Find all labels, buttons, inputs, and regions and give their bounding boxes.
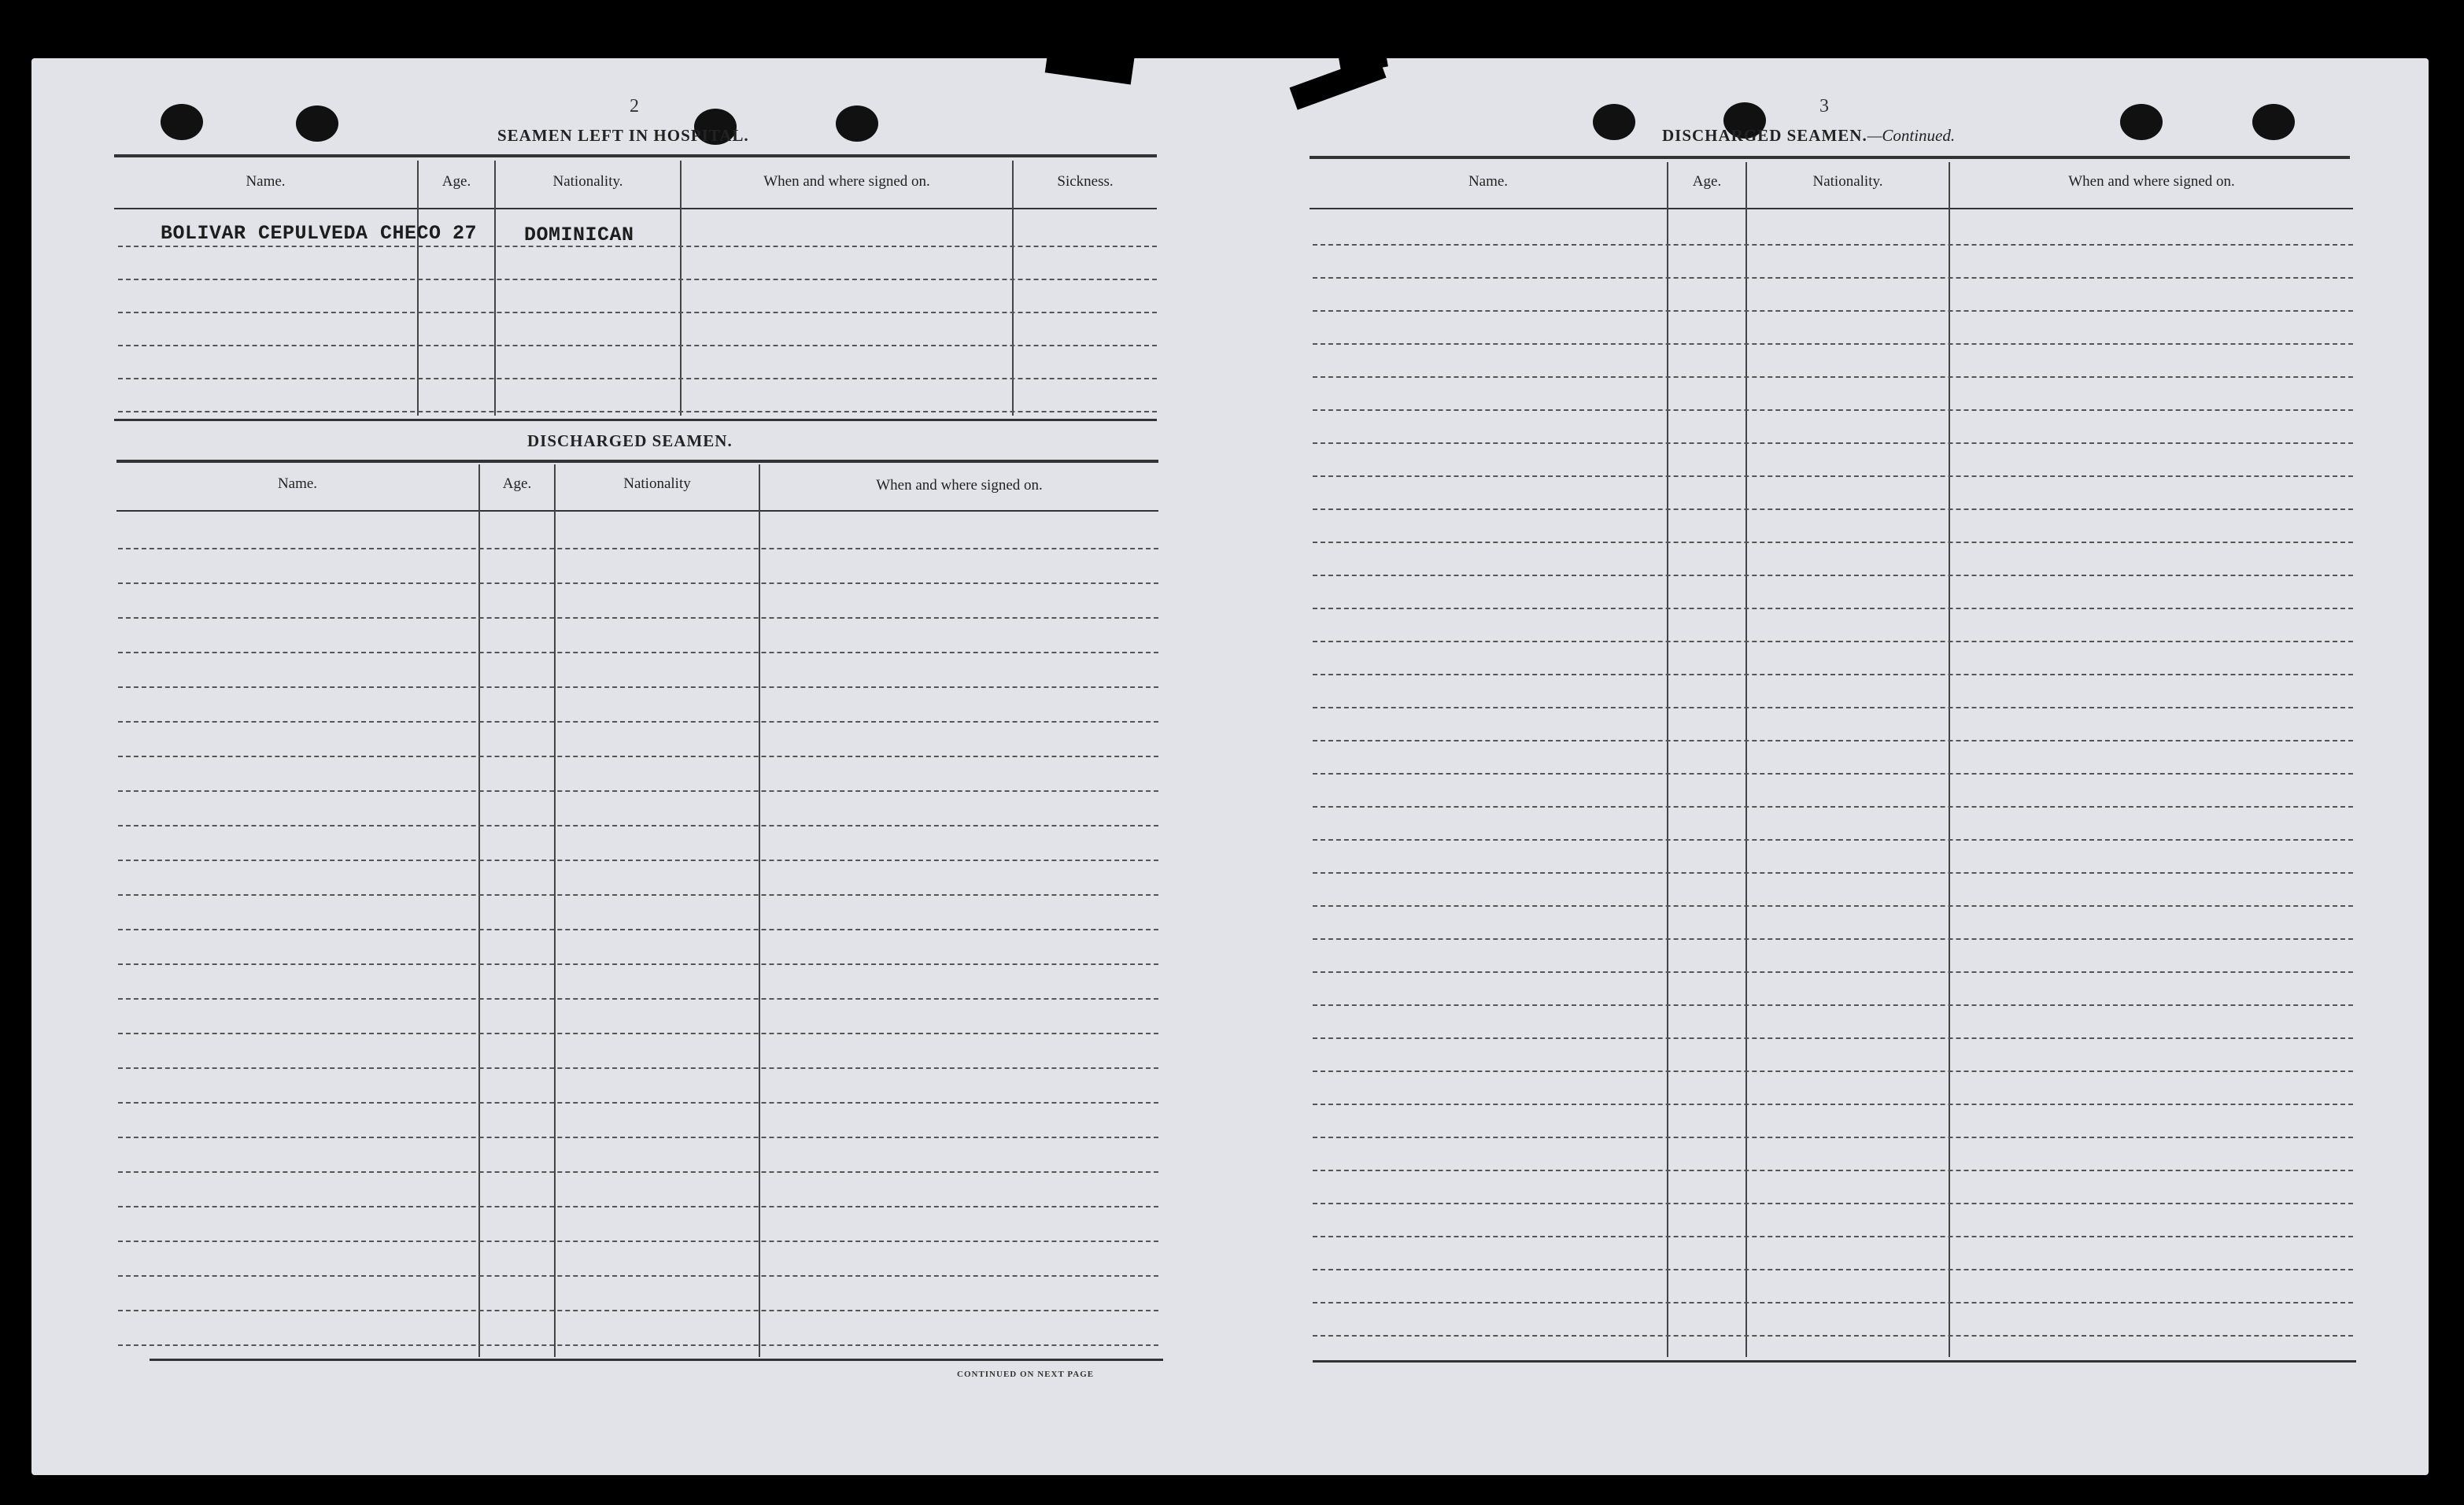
row-line <box>1313 773 2353 775</box>
column-divider <box>759 464 760 1357</box>
row-line <box>1313 244 2353 246</box>
row-line <box>118 1102 1158 1104</box>
row-line <box>118 686 1158 688</box>
col-age: Age. <box>1692 173 1722 190</box>
row-line <box>1313 1037 2353 1039</box>
col-nationality: Nationality. <box>1812 173 1883 190</box>
punch-hole <box>2252 104 2295 140</box>
row-line <box>118 1171 1158 1173</box>
row-line <box>1313 409 2353 411</box>
row-line <box>118 721 1158 723</box>
row-line <box>1313 971 2353 973</box>
row-line <box>118 963 1158 965</box>
col-age: Age. <box>441 173 471 190</box>
row-line <box>118 1206 1158 1207</box>
row-line <box>118 1310 1158 1311</box>
torn-edge <box>1335 28 1388 75</box>
row-line <box>118 1067 1158 1069</box>
row-line <box>118 548 1158 549</box>
row-line <box>1313 1269 2353 1270</box>
row-line <box>118 582 1158 584</box>
row-line <box>1313 905 2353 907</box>
row-line <box>118 790 1158 792</box>
column-divider <box>1667 162 1668 1357</box>
row-line <box>1313 1335 2353 1337</box>
punch-hole <box>161 104 203 140</box>
row-line <box>118 345 1157 346</box>
discharged-continued-title <box>1662 126 1955 146</box>
row-line <box>118 894 1158 896</box>
row-line <box>1313 872 2353 874</box>
section-rule <box>116 460 1158 463</box>
col-nationality: Nationality <box>623 475 691 492</box>
row-line <box>1313 1236 2353 1237</box>
row-line <box>1313 806 2353 808</box>
row-line <box>1313 1137 2353 1138</box>
manifest-sheet <box>31 58 2429 1475</box>
punch-hole <box>2120 104 2163 140</box>
column-divider <box>478 464 480 1357</box>
header-rule <box>1310 208 2353 209</box>
seaman-age: 27 <box>453 222 478 245</box>
top-rule <box>114 154 1157 157</box>
row-line <box>118 860 1158 861</box>
title-text: DISCHARGED SEAMEN. <box>1662 126 1867 145</box>
row-line <box>118 998 1158 1000</box>
row-line <box>1313 376 2353 378</box>
row-line <box>1313 1203 2353 1204</box>
col-sickness: Sickness. <box>1057 173 1114 190</box>
bottom-rule <box>150 1359 1163 1361</box>
row-line <box>1313 343 2353 345</box>
row-line <box>118 1241 1158 1242</box>
top-rule <box>1310 156 2350 159</box>
header-rule <box>116 510 1158 512</box>
row-line <box>1313 674 2353 675</box>
hospital-section-title: SEAMEN LEFT IN HOSPITAL. <box>497 126 749 145</box>
header-rule <box>114 208 1157 209</box>
row-line <box>118 246 1157 247</box>
title-suffix: —Continued. <box>1867 126 1956 145</box>
bottom-rule <box>1313 1360 2356 1363</box>
row-line <box>118 617 1158 619</box>
row-line <box>1313 1170 2353 1171</box>
row-line <box>1313 1302 2353 1303</box>
row-line <box>1313 839 2353 841</box>
column-divider <box>1745 162 1747 1357</box>
punch-hole <box>836 105 878 142</box>
continued-note: CONTINUED ON NEXT PAGE <box>957 1370 1095 1379</box>
row-line <box>1313 740 2353 741</box>
column-divider <box>554 464 556 1357</box>
column-divider <box>1949 162 1950 1357</box>
row-line <box>1313 938 2353 940</box>
row-line <box>1313 310 2353 312</box>
row-line <box>118 1137 1158 1138</box>
col-name: Name. <box>1468 173 1509 190</box>
row-line <box>118 825 1158 826</box>
punch-hole <box>296 105 338 142</box>
page-number: 3 <box>1819 96 1829 116</box>
row-line <box>1313 442 2353 444</box>
row-line <box>1313 542 2353 543</box>
seaman-nationality: DOMINICAN <box>524 224 634 246</box>
row-line <box>118 1275 1158 1277</box>
row-line <box>118 929 1158 930</box>
row-line <box>118 1033 1158 1034</box>
seaman-name: BOLIVAR CEPULVEDA CHECO <box>161 222 441 245</box>
row-line <box>1313 1104 2353 1105</box>
col-nationality: Nationality. <box>552 173 623 190</box>
row-line <box>118 411 1157 412</box>
col-age: Age. <box>502 475 532 492</box>
section-rule <box>114 419 1157 421</box>
row-line <box>1313 641 2353 642</box>
row-line <box>118 756 1158 757</box>
col-signed-on: When and where signed on. <box>2068 173 2235 190</box>
row-line <box>1313 277 2353 279</box>
row-line <box>1313 475 2353 477</box>
col-name: Name. <box>277 475 318 492</box>
row-line <box>1313 707 2353 708</box>
col-signed-on: When and where signed on. <box>876 477 1043 494</box>
row-line <box>118 312 1157 313</box>
row-line <box>1313 608 2353 609</box>
col-signed-on: When and where signed on. <box>763 173 930 190</box>
row-line <box>1313 575 2353 576</box>
row-line <box>118 378 1157 379</box>
page-number: 2 <box>630 96 639 116</box>
row-line <box>118 652 1158 653</box>
row-line <box>1313 508 2353 510</box>
discharged-section-title: DISCHARGED SEAMEN. <box>527 431 733 450</box>
punch-hole <box>1593 104 1635 140</box>
row-line <box>118 1344 1158 1346</box>
col-name: Name. <box>246 173 286 190</box>
row-line <box>118 279 1157 280</box>
row-line <box>1313 1071 2353 1072</box>
row-line <box>1313 1004 2353 1006</box>
